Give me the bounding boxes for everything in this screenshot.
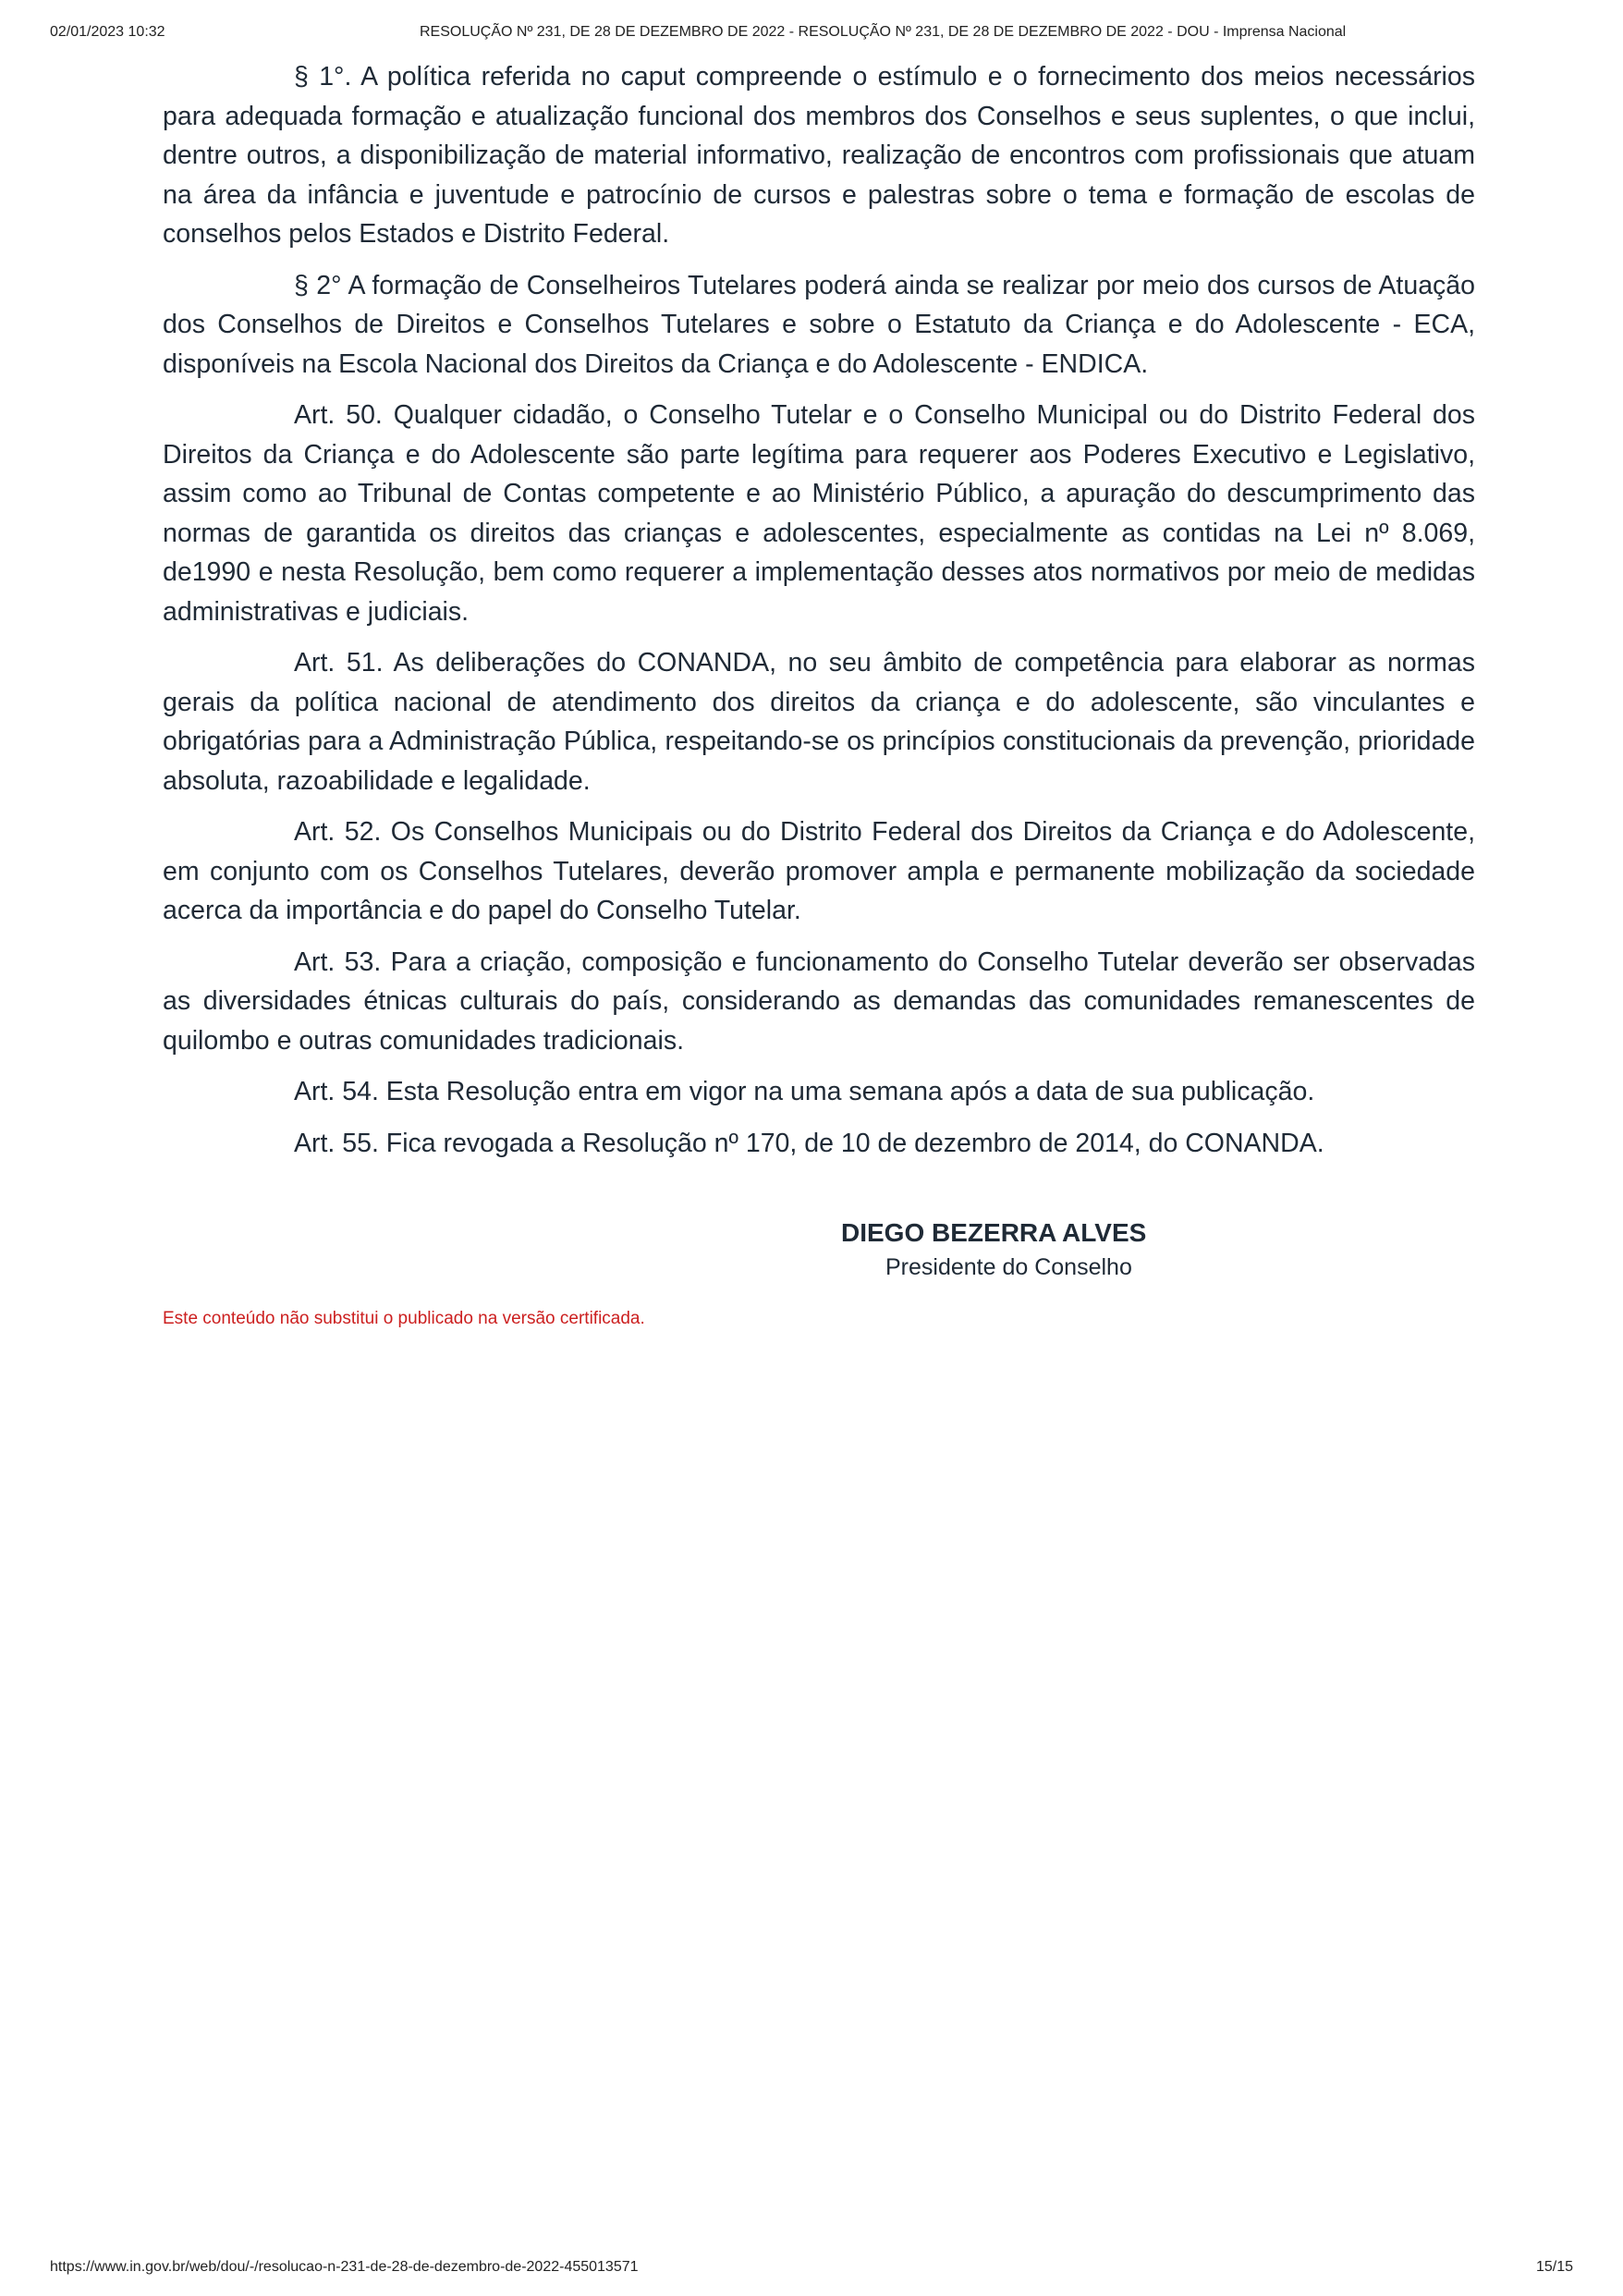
print-page-title: RESOLUÇÃO Nº 231, DE 28 DE DEZEMBRO DE 2022 - RESOLUÇÃO Nº 231, DE 28 DE DEZEMBRO DE 2022 - DOU - Imprensa Nacional	[420, 24, 1347, 40]
certification-disclaimer: Este conteúdo não substitui o publicado na versão certificada.	[163, 1309, 645, 1328]
paragraph-section-1: § 1°. A política referida no caput compreende o estímulo e o fornecimento dos meios necessários para adequada formação e atualização funcional dos membros dos Conselhos e seus suplentes, o que inclui, dentre outros, a disponibilização de material informativo, realização de encontros com profissionais que atuam na área da infância e juventude e patrocínio de cursos e palestras sobre o tema e formação de escolas de conselhos pelos Estados e Distrito Federal.	[163, 62, 1475, 249]
paragraph-art-54: Art. 54. Esta Resolução entra em vigor na uma semana após a data de sua publicação.	[294, 1077, 1315, 1106]
article-body	[163, 57, 1475, 1175]
paragraph-art-53: Art. 53. Para a criação, composição e funcionamento do Conselho Tutelar deverão ser observadas as diversidades étnicas culturais do país, considerando as demandas das comunidades remanescentes de quilombo e outras comunidades tradicionais.	[163, 946, 1475, 1056]
page-number: 15/15	[1535, 2259, 1573, 2275]
paragraph-art-52: Art. 52. Os Conselhos Municipais ou do Distrito Federal dos Direitos da Criança e do Adolescente, em conjunto com os Conselhos Tutelares, deverão promover ampla e permanente mobilização da sociedade acerca da importância e do papel do Conselho Tutelar.	[163, 817, 1475, 925]
paragraph-art-55: Art. 55. Fica revogada a Resolução nº 170, de 10 de dezembro de 2014, do CONANDA.	[294, 1128, 1324, 1158]
signatory-role: Presidente do Conselho	[885, 1254, 1132, 1280]
paragraph-art-50: Art. 50. Qualquer cidadão, o Conselho Tutelar e o Conselho Municipal ou do Distrito Federal dos Direitos da Criança e do Adolescente são parte legítima para requerer aos Poderes Executivo e Legislativo, assim como ao Tribunal de Contas competente e ao Ministério Público, a apuração do descumprimento das normas de garantida os direitos das crianças e adolescentes, especialmente as contidas na Lei nº 8.069, de1990 e nesta Resolução, bem como requerer a implementação desses atos normativos por meio de medidas administrativas e judiciais.	[163, 400, 1475, 627]
paragraph-art-51: Art. 51. As deliberações do CONANDA, no seu âmbito de competência para elaborar as normas gerais da política nacional de atendimento dos direitos da criança e do adolescente, são vinculantes e obrigatórias para a Administração Pública, respeitando-se os princípios constitucionais da prevenção, prioridade absoluta, razoabilidade e legalidade.	[163, 648, 1475, 796]
print-url: https://www.in.gov.br/web/dou/-/resolucao-n-231-de-28-de-dezembro-de-2022-455013571	[50, 2259, 639, 2275]
paragraph-section-2: § 2° A formação de Conselheiros Tutelares poderá ainda se realizar por meio dos cursos de Atuação dos Conselhos de Direitos e Conselhos Tutelares e sobre o Estatuto da Criança e do Adolescente - ECA, disponíveis na Escola Nacional dos Direitos da Criança e do Adolescente - ENDICA.	[163, 270, 1475, 379]
print-footer	[50, 2259, 1573, 2281]
print-datetime: 02/01/2023 10:32	[50, 24, 165, 40]
signatory-name: DIEGO BEZERRA ALVES	[841, 1218, 1147, 1247]
signature-block	[841, 1216, 1211, 1285]
print-header	[50, 24, 1573, 46]
